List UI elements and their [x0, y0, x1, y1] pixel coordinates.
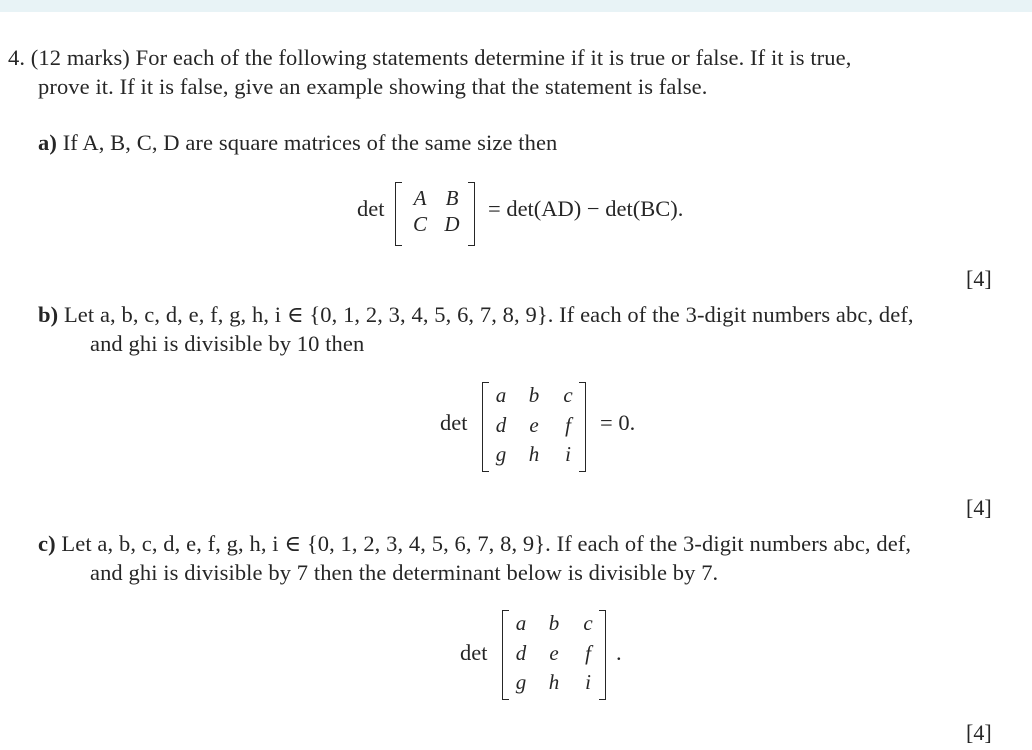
matrix-cell: e	[529, 413, 539, 437]
matrix-cell: a	[515, 611, 527, 635]
matrix-cell: A	[413, 186, 427, 210]
part-c-line-2: and ghi is divisible by 7 then the determinant below is divisible by 7.	[90, 560, 719, 585]
matrix-cell: d	[515, 641, 527, 665]
part-a-matrix	[395, 182, 475, 246]
part-c-label: c)	[38, 531, 56, 556]
matrix-cell: h	[548, 670, 560, 694]
document-page	[0, 12, 1032, 750]
right-bracket	[468, 182, 475, 246]
part-b-line-1: Let a, b, c, d, e, f, g, h, i ∈ {0, 1, 2, 3, 4, 5, 6, 7, 8, 9}. If each of the 3-digit numbers abc, def,	[63, 302, 914, 327]
left-bracket	[395, 182, 402, 246]
matrix-cell: D	[444, 212, 460, 236]
matrix-cell: B	[445, 186, 459, 210]
part-b-label: b)	[38, 302, 59, 327]
matrix-cell: b	[528, 383, 540, 407]
matrix-cell: i	[565, 442, 571, 466]
matrix-cell: b	[548, 611, 560, 635]
matrix-cell: g	[515, 670, 527, 694]
part-b-rhs: = 0.	[600, 410, 636, 435]
matrix-cell: f	[585, 641, 591, 665]
matrix-cell: a	[495, 383, 507, 407]
part-c-matrix	[502, 610, 606, 700]
matrix-cell: g	[495, 442, 507, 466]
part-b-statement	[38, 302, 914, 328]
part-b-det: det	[440, 410, 468, 435]
part-a-rhs: = det(AD) − det(BC).	[488, 196, 684, 221]
part-a-det: det	[357, 196, 385, 221]
part-b-line-2: and ghi is divisible by 10 then	[90, 331, 365, 356]
part-b-matrix	[482, 382, 586, 472]
matrix-cell: e	[549, 641, 559, 665]
part-c-marks: [4]	[966, 720, 992, 745]
part-b-marks: [4]	[966, 495, 992, 520]
right-bracket	[579, 382, 586, 472]
left-bracket	[482, 382, 489, 472]
matrix-cell: h	[528, 442, 540, 466]
matrix-cell: c	[563, 383, 573, 407]
matrix-cell: C	[412, 212, 427, 236]
part-c-det: det	[460, 640, 488, 665]
part-a-statement	[38, 130, 557, 156]
part-a-label: a)	[38, 130, 57, 155]
matrix-cell: i	[585, 670, 591, 694]
right-bracket	[599, 610, 606, 700]
left-bracket	[502, 610, 509, 700]
part-c-statement	[38, 531, 911, 557]
question-line-2: prove it. If it is false, give an example showing that the statement is false.	[38, 74, 708, 99]
part-c-line-1: Let a, b, c, d, e, f, g, h, i ∈ {0, 1, 2, 3, 4, 5, 6, 7, 8, 9}. If each of the 3-digit numbers abc, def,	[61, 531, 912, 556]
part-c-rhs: .	[616, 640, 622, 665]
matrix-cell: f	[565, 413, 571, 437]
question-line-1: 4. (12 marks) For each of the following statements determine if it is true or false. If it is true,	[8, 45, 852, 70]
matrix-cell: c	[583, 611, 593, 635]
part-a-text: If A, B, C, D are square matrices of the same size then	[62, 130, 558, 155]
part-a-marks: [4]	[966, 266, 992, 291]
matrix-cell: d	[495, 413, 507, 437]
